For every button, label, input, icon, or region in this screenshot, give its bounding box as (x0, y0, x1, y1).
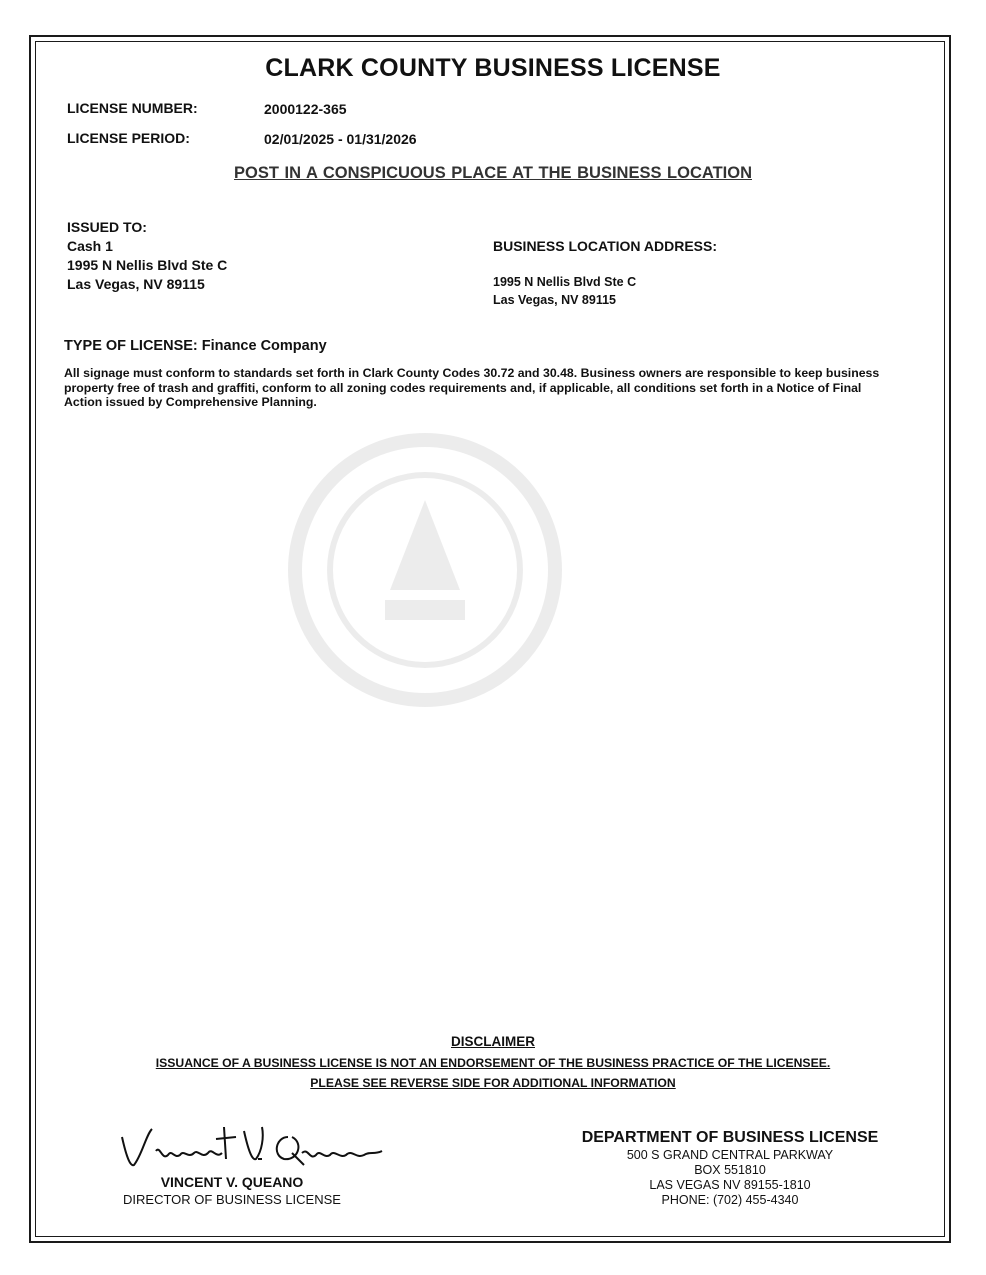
director-signature (112, 1115, 392, 1175)
department-name: DEPARTMENT OF BUSINESS LICENSE (581, 1129, 879, 1146)
license-period-value: 02/01/2025 - 01/31/2026 (264, 131, 417, 147)
document-title: CLARK COUNTY BUSINESS LICENSE (265, 54, 721, 82)
location-address-line2: Las Vegas, NV 89115 (493, 293, 617, 307)
licensee-address-line2: Las Vegas, NV 89115 (67, 276, 205, 292)
business-location-label: BUSINESS LOCATION ADDRESS: (493, 238, 718, 254)
business-location-address (493, 273, 636, 309)
licensee-name: Cash 1 (67, 238, 113, 254)
license-period-label: LICENSE PERIOD: (67, 130, 190, 146)
disclaimer-line1: ISSUANCE OF A BUSINESS LICENSE IS NOT AN ENDORSEMENT OF THE BUSINESS PRACTICE OF THE LICENSEE. (155, 1056, 831, 1070)
issued-to-block (67, 218, 227, 294)
post-notice: POST IN A CONSPICUOUS PLACE AT THE BUSINESS LOCATION (233, 164, 752, 182)
disclaimer-line2: PLEASE SEE REVERSE SIDE FOR ADDITIONAL INFORMATION (310, 1076, 676, 1090)
director-title: DIRECTOR OF BUSINESS LICENSE (123, 1192, 341, 1207)
department-address-line1: 500 S GRAND CENTRAL PARKWAY (626, 1148, 834, 1162)
department-address-line2: BOX 551810 (694, 1163, 766, 1177)
signage-notice: All signage must conform to standards set forth in Clark County Codes 30.72 and 30.48. Business owners are responsible to keep business property free of trash and graffiti, conform to all zoning codes requirements and, if applicable, all conditions set forth in a Notice of Final Action issued by Comprehensive Planning. (64, 366, 880, 409)
issued-to-label: ISSUED TO: (67, 219, 147, 235)
disclaimer-title: DISCLAIMER (451, 1034, 535, 1049)
department-address-line3: LAS VEGAS NV 89155-1810 (649, 1178, 811, 1192)
license-number-value: 2000122-365 (264, 101, 347, 117)
location-address-line1: 1995 N Nellis Blvd Ste C (493, 275, 637, 289)
license-type: TYPE OF LICENSE: Finance Company (64, 338, 327, 354)
department-block (560, 1128, 900, 1208)
licensee-address-line1: 1995 N Nellis Blvd Ste C (67, 257, 228, 273)
county-seal-watermark (285, 390, 565, 780)
license-number-label: LICENSE NUMBER: (67, 100, 198, 116)
department-phone: PHONE: (702) 455-4340 (661, 1193, 799, 1207)
director-name: VINCENT V. QUEANO (160, 1174, 304, 1190)
